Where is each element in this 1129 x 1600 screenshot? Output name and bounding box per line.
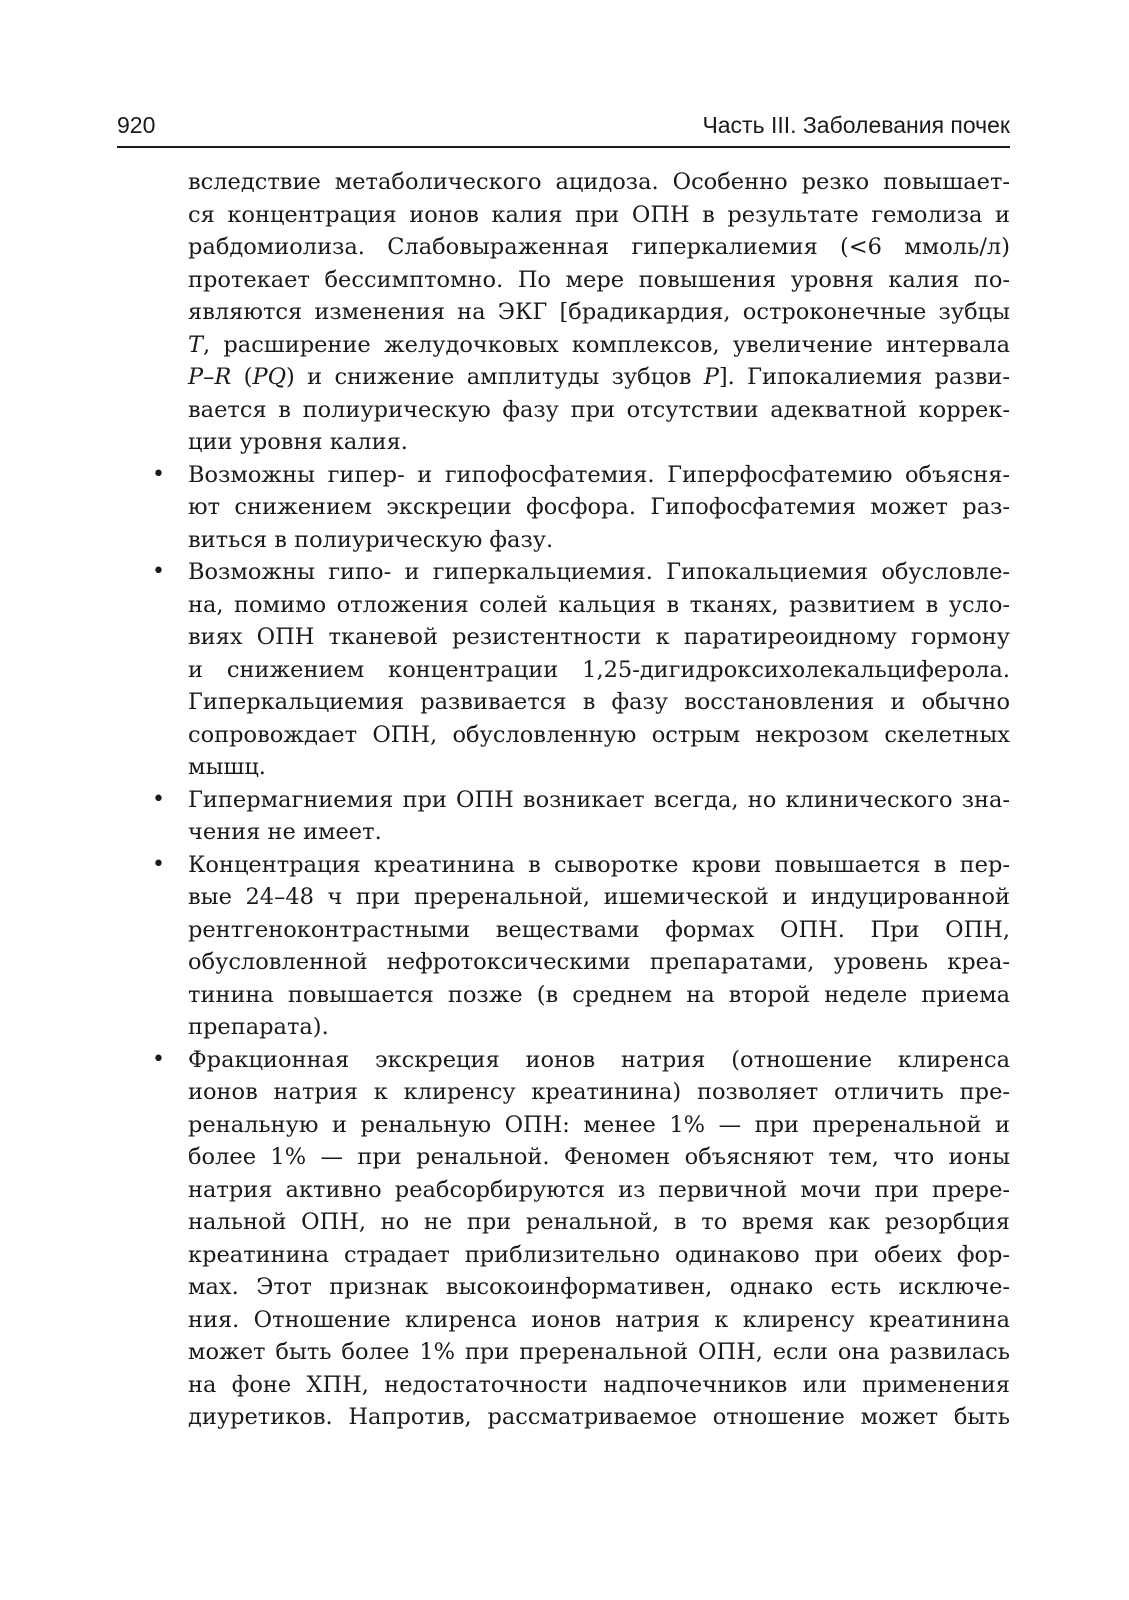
wave-p-symbol: P xyxy=(703,364,719,390)
page-number: 920 xyxy=(117,112,156,138)
running-head: Часть III. Заболевания почек xyxy=(702,112,1010,138)
text-line: мышц. xyxy=(188,754,266,780)
text-line: чения не имеет. xyxy=(188,819,382,845)
text-line: ренальную и ренальную ОПН: менее 1% — при преренальной и xyxy=(188,1111,1010,1138)
bullet-item-magnesium xyxy=(188,784,1010,849)
text-line: ния. Отношение клиренса ионов натрия к клиренсу креатинина xyxy=(188,1306,1010,1333)
text-line: креатинина страдает приблизительно одинаково при обеих фор- xyxy=(188,1241,1010,1268)
text-line: на, помимо отложения солей кальция в тканях, развитием в усло- xyxy=(188,591,1010,618)
text-line: • Концентрация креатинина в сыворотке крови повышается в пер- xyxy=(188,851,1010,878)
text-fragment: , расширение желудочковых комплексов, увеличение интервала xyxy=(203,331,1010,358)
text-line: • Гипермагниемия при ОПН возникает всегда, но клинического зна- xyxy=(188,786,1010,813)
text-line: вые 24–48 ч при преренальной, ишемической и индуцированной xyxy=(188,884,1010,910)
page-body xyxy=(188,166,1010,1434)
interval-pr-symbol: P–R xyxy=(188,364,232,390)
text-line: тинина повышается позже (в среднем на второй неделе приема xyxy=(188,981,1010,1008)
text-line: ся концентрация ионов калия при ОПН в результате гемолиза и xyxy=(188,201,1010,228)
bullet-item-phosphate xyxy=(188,459,1010,557)
text-line xyxy=(188,361,1010,394)
continuation-paragraph xyxy=(188,166,1010,459)
text-line xyxy=(188,329,1010,362)
bullet-item-sodium-excretion xyxy=(188,1044,1010,1434)
text-line: ионов натрия к клиренсу креатинина) позволяет отличить пре- xyxy=(188,1079,1010,1105)
text-line: рабдомиолиза. Слабовыраженная гиперкалиемия (<6 ммоль/л) xyxy=(188,234,1010,260)
text-line: • Возможны гипо- и гиперкальциемия. Гипокальциемия обусловле- xyxy=(188,559,1010,585)
interval-pq-symbol: PQ xyxy=(252,364,287,390)
text-line: • Фракционная экскреция ионов натрия (отношение клиренса xyxy=(188,1046,1010,1073)
text-line: являются изменения на ЭКГ [брадикардия, остроконечные зубцы xyxy=(188,299,1010,325)
text-line: виться в полиурическую фазу. xyxy=(188,526,554,553)
text-line: Гиперкальциемия развивается в фазу восстановления и обычно xyxy=(188,689,1010,715)
text-line: может быть более 1% при преренальной ОПН, если она развилась xyxy=(188,1339,1010,1365)
text-line: натрия активно реабсорбируются из первичной мочи при прере- xyxy=(188,1176,1010,1203)
text-line: более 1% — при ренальной. Феномен объясняют тем, что ионы xyxy=(188,1144,1010,1170)
text-line: на фоне ХПН, недостаточности надпочечников или применения xyxy=(188,1371,1010,1398)
text-line: сопровождает ОПН, обусловленную острым некрозом скелетных xyxy=(188,721,1010,748)
text-line: рентгеноконтрастными веществами формах ОПН. При ОПН, xyxy=(188,916,1010,943)
text-line: • Возможны гипер- и гипофосфатемия. Гиперфосфатемию объясня- xyxy=(188,461,1010,488)
bullet-item-calcium xyxy=(188,556,1010,784)
text-line: виях ОПН тканевой резистентности к паратиреоидному гормону xyxy=(188,624,1010,650)
text-line: мах. Этот признак высокоинформативен, однако есть исключе- xyxy=(188,1274,1010,1300)
text-line: нальной ОПН, но не при ренальной, в то время как резорбция xyxy=(188,1209,1010,1235)
text-line: обусловленной нефротоксическими препаратами, уровень креа- xyxy=(188,949,1010,975)
text-fragment: ]. Гипокалиемия разви- xyxy=(718,364,1010,390)
text-line: и снижением концентрации 1,25-дигидроксихолекальциферола. xyxy=(188,656,1010,683)
text-line: ции уровня калия. xyxy=(188,429,408,455)
text-line: протекает бессимптомно. По мере повышения уровня калия по- xyxy=(188,266,1010,293)
text-fragment: ( xyxy=(231,364,253,390)
bullet-item-creatinine xyxy=(188,849,1010,1044)
page-header xyxy=(117,110,1010,148)
text-line: вается в полиурическую фазу при отсутствии адекватной коррек- xyxy=(188,396,1010,423)
text-line: ют снижением экскреции фосфора. Гипофосфатемия может раз- xyxy=(188,494,1010,520)
text-line: препарата). xyxy=(188,1014,329,1040)
text-line: диуретиков. Напротив, рассматриваемое отношение может быть xyxy=(188,1404,1010,1430)
wave-t-symbol: T xyxy=(188,331,204,358)
text-fragment: ) и снижение амплитуды зубцов xyxy=(286,364,704,390)
text-line: вследствие метаболического ацидоза. Особенно резко повышает- xyxy=(188,169,1010,195)
